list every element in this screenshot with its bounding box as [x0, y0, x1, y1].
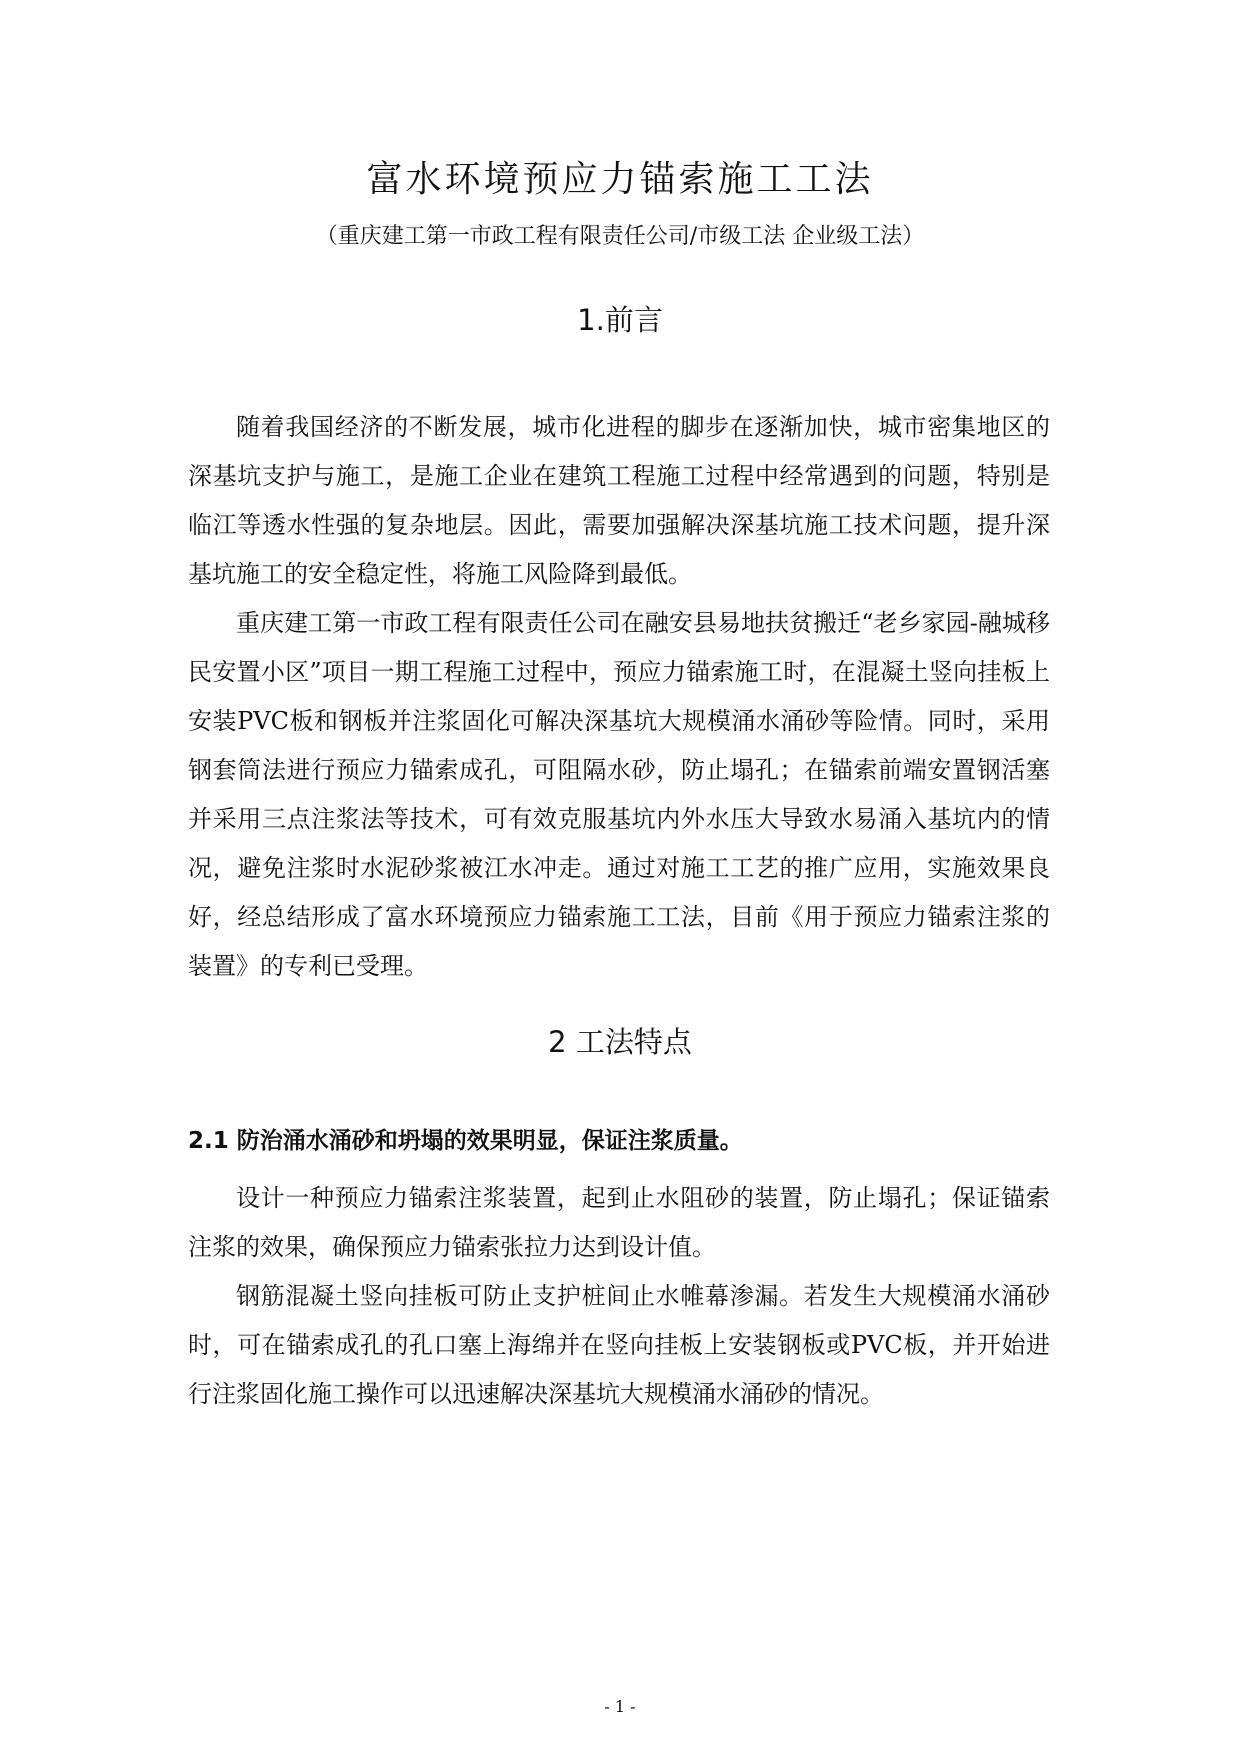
paragraph: 随着我国经济的不断发展，城市化进程的脚步在逐渐加快，城市密集地区的深基坑支护与施工，是施工企业在建筑工程施工过程中经常遇到的问题，特别是临江等透水性强的复杂地层。因此，需要加强解决深基坑施工技术问题，提升深基坑施工的安全稳定性，将施工风险降到最低。 [188, 413, 1050, 588]
section-heading-method-features: 2 工法特点 [548, 1025, 692, 1059]
paragraph: 设计一种预应力锚索注浆装置，起到止水阻砂的装置，防止塌孔；保证锚索注浆的效果，确保预应力锚索张拉力达到设计值。 [188, 1184, 1050, 1261]
paragraph: 重庆建工第一市政工程有限责任公司在融安县易地扶贫搬迁“老乡家园-融城移民安置小区”项目一期工程施工过程中，预应力锚索施工时，在混凝土竖向挂板上安装PVC板和钢板并注浆固化可解决深基坑大规模涌水涌砂等险情。同时，采用钢套筒法进行预应力锚索成孔，可阻隔水砂，防止塌孔；在锚索前端安置钢活塞并采用三点注浆法等技术，可有效克服基坑内外水压大导致水易涌入基坑内的情况，避免注浆时水泥砂浆被江水冲走。通过对施工工艺的推广应用，实施效果良好，经总结形成了富水环境预应力锚索施工工法，目前《用于预应力锚索注浆的装置》的专利已受理。 [188, 609, 1050, 980]
section-body-foreword [188, 403, 1050, 991]
page-number: - 1 - [604, 1697, 636, 1716]
document-title: 富水环境预应力锚索施工工法 [366, 159, 874, 200]
section-heading-foreword: 1.前言 [577, 303, 663, 337]
document-subtitle: （重庆建工第一市政工程有限责任公司/市级工法 企业级工法） [315, 224, 925, 249]
subsection-body-2-1 [188, 1174, 1050, 1419]
paragraph: 钢筋混凝土竖向挂板可防止支护桩间止水帷幕渗漏。若发生大规模涌水涌砂时，可在锚索成孔的孔口塞上海绵并在竖向挂板上安装钢板或PVC板，并开始进行注浆固化施工操作可以迅速解决深基坑大规模涌水涌砂的情况。 [188, 1282, 1050, 1408]
subsection-heading-2-1: 2.1 防治涌水涌砂和坍塌的效果明显，保证注浆质量。 [188, 1128, 743, 1154]
